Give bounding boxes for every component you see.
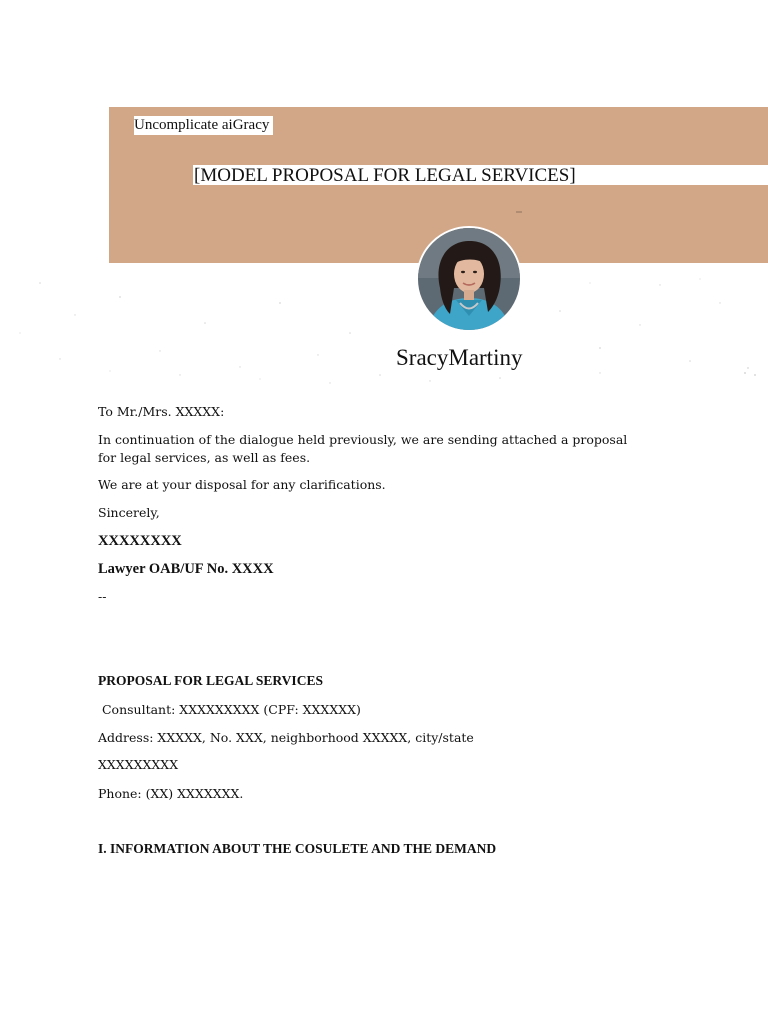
letter-closing: Sincerely, [98, 505, 160, 520]
proposal-address: Address: XXXXX, No. XXX, neighborhood XXXXX, city/state [98, 730, 474, 745]
letter-greeting: To Mr./Mrs. XXXXX: [98, 404, 225, 419]
letter-separator: -- [98, 589, 107, 604]
proposal-consultant: Consultant: XXXXXXXXX (CPF: XXXXXX) [98, 702, 361, 717]
proposal-heading: PROPOSAL FOR LEGAL SERVICES [98, 673, 323, 688]
proposal-phone: Phone: (XX) XXXXXXX. [98, 786, 244, 801]
proposal-extra: XXXXXXXXX [98, 757, 179, 772]
brand-tag: Uncomplicate aiGracy [134, 116, 273, 135]
section-heading: I. INFORMATION ABOUT THE COSULETE AND THE DEMAND [98, 841, 497, 856]
profile-name: SracyMartiny [396, 345, 523, 370]
letter-credential: Lawyer OAB/UF No. XXXX [98, 561, 274, 577]
letter-body-availability: We are at your disposal for any clarifications. [98, 477, 386, 492]
speckle-texture [0, 263, 768, 393]
woman-portrait-photo-icon [418, 228, 520, 330]
banner-speck [516, 211, 522, 213]
profile-avatar [416, 226, 522, 332]
letter-body-intro: In continuation of the dialogue held previously, we are sending attached a proposal for legal services, as well as fees. [98, 432, 628, 465]
letter-signer: XXXXXXXX [98, 533, 182, 549]
document-title: [MODEL PROPOSAL FOR LEGAL SERVICES] [194, 165, 576, 186]
